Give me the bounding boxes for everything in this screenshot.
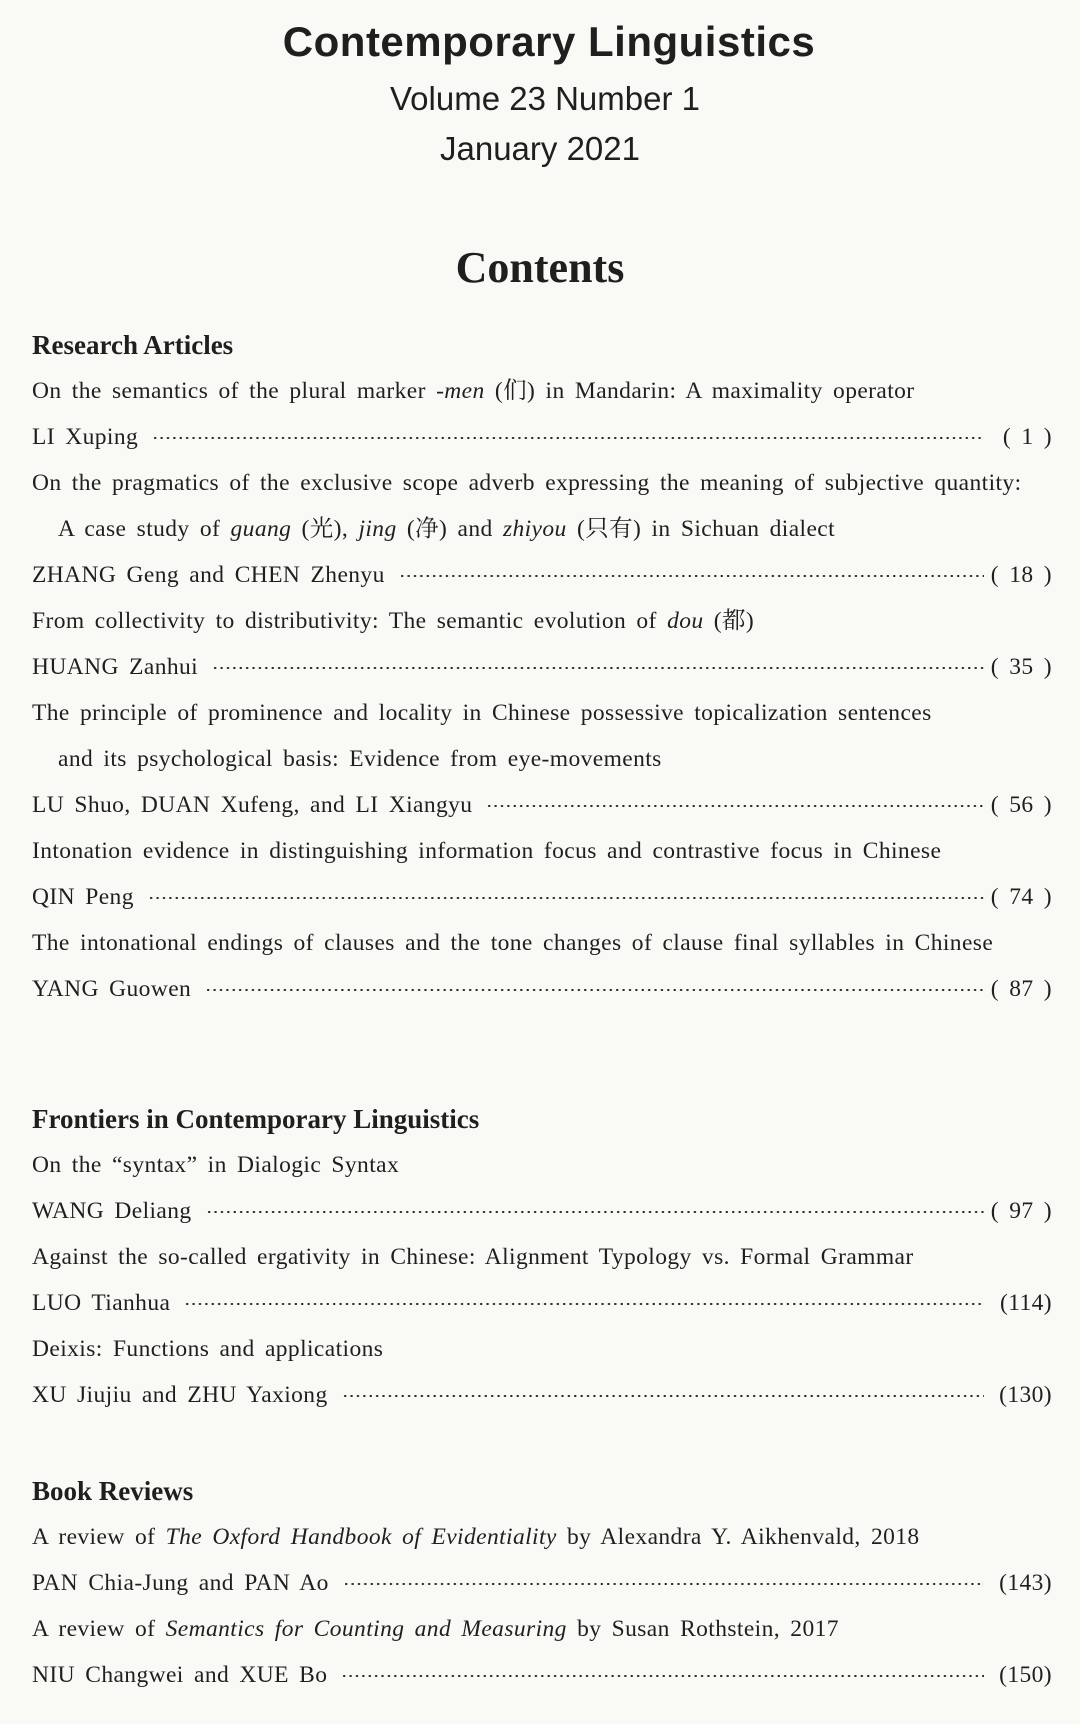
article-author-row xyxy=(32,966,1052,1012)
page-number: (150) xyxy=(999,1662,1052,1688)
section-book-reviews xyxy=(32,1468,1052,1698)
page-number: ( 1 ) xyxy=(1002,424,1052,450)
dot-leader xyxy=(399,575,984,577)
article-author: ZHANG Geng and CHEN Zhenyu xyxy=(32,562,385,588)
article-title: A review of Semantics for Counting and Measuring by Susan Rothstein, 2017 xyxy=(32,1616,839,1642)
dot-leader xyxy=(343,1583,984,1585)
page-number: ( 56 ) xyxy=(990,792,1052,818)
issue-date: January 2021 xyxy=(440,130,640,167)
dot-leader xyxy=(342,1395,984,1397)
article-author-row xyxy=(32,1372,1052,1418)
article-author: WANG Deliang xyxy=(32,1198,192,1224)
article-title: The principle of prominence and locality in Chinese possessive topicalization sentences xyxy=(32,700,932,726)
article-author-row xyxy=(32,644,1052,690)
journal-title: Contemporary Linguistics xyxy=(282,18,816,65)
article-title: Against the so-called ergativity in Chinese: Alignment Typology vs. Formal Grammar xyxy=(32,1244,914,1270)
dot-leader xyxy=(205,989,984,991)
article-author: NIU Changwei and XUE Bo xyxy=(32,1662,328,1688)
article-author: LUO Tianhua xyxy=(32,1290,171,1316)
page-number: ( 97 ) xyxy=(990,1198,1052,1224)
section-frontiers xyxy=(32,1096,1052,1418)
page-number: ( 18 ) xyxy=(990,562,1052,588)
article-author-row xyxy=(32,1652,1052,1698)
article-title: The intonational endings of clauses and the tone changes of clause final syllables in Chinese xyxy=(32,930,994,956)
section-heading: Frontiers in Contemporary Linguistics xyxy=(32,1104,480,1134)
dot-leader xyxy=(206,1211,984,1213)
article-author-row xyxy=(32,1188,1052,1234)
contents-heading: Contents xyxy=(455,243,625,292)
dot-leader xyxy=(152,437,984,439)
dot-leader xyxy=(148,897,984,899)
article-author-row xyxy=(32,552,1052,598)
masthead xyxy=(0,18,1080,168)
volume-number: Volume 23 Number 1 xyxy=(389,80,700,117)
article-title: From collectivity to distributivity: The semantic evolution of dou (都) xyxy=(32,608,755,634)
page-number: (130) xyxy=(999,1382,1052,1408)
dot-leader xyxy=(341,1675,984,1677)
article-author: YANG Guowen xyxy=(32,976,192,1002)
section-heading: Book Reviews xyxy=(32,1476,194,1506)
article-author-row xyxy=(32,782,1052,828)
section-research-articles xyxy=(32,322,1052,1012)
article-author-row xyxy=(32,414,1052,460)
page-number: ( 35 ) xyxy=(990,654,1052,680)
article-author: LI Xuping xyxy=(32,424,139,450)
article-author-row xyxy=(32,1280,1052,1326)
article-title: Deixis: Functions and applications xyxy=(32,1336,384,1362)
article-title: Intonation evidence in distinguishing information focus and contrastive focus in Chinese xyxy=(32,838,942,864)
page-number: ( 74 ) xyxy=(990,884,1052,910)
page-number: (114) xyxy=(999,1290,1052,1316)
article-author-row xyxy=(32,874,1052,920)
article-title-continued: A case study of guang (光), jing (净) and zhiyou (只有) in Sichuan dialect xyxy=(58,516,836,542)
article-author: PAN Chia-Jung and PAN Ao xyxy=(32,1570,329,1596)
section-heading: Research Articles xyxy=(32,330,234,360)
article-author: QIN Peng xyxy=(32,884,134,910)
article-author: LU Shuo, DUAN Xufeng, and LI Xiangyu xyxy=(32,792,473,818)
article-title: On the “syntax” in Dialogic Syntax xyxy=(32,1152,400,1178)
article-author: HUANG Zanhui xyxy=(32,654,199,680)
article-title: On the semantics of the plural marker -men (们) in Mandarin: A maximality operator xyxy=(32,378,915,404)
article-title: On the pragmatics of the exclusive scope adverb expressing the meaning of subjective quantity: xyxy=(32,470,1022,496)
dot-leader xyxy=(212,667,984,669)
page-number: (143) xyxy=(999,1570,1052,1596)
dot-leader xyxy=(486,805,984,807)
article-author-row xyxy=(32,1560,1052,1606)
article-title: A review of The Oxford Handbook of Evidentiality by Alexandra Y. Aikhenvald, 2018 xyxy=(32,1524,920,1550)
dot-leader xyxy=(184,1303,984,1305)
article-author: XU Jiujiu and ZHU Yaxiong xyxy=(32,1382,328,1408)
page-number: ( 87 ) xyxy=(990,976,1052,1002)
article-title-continued: and its psychological basis: Evidence from eye-movements xyxy=(58,746,662,772)
